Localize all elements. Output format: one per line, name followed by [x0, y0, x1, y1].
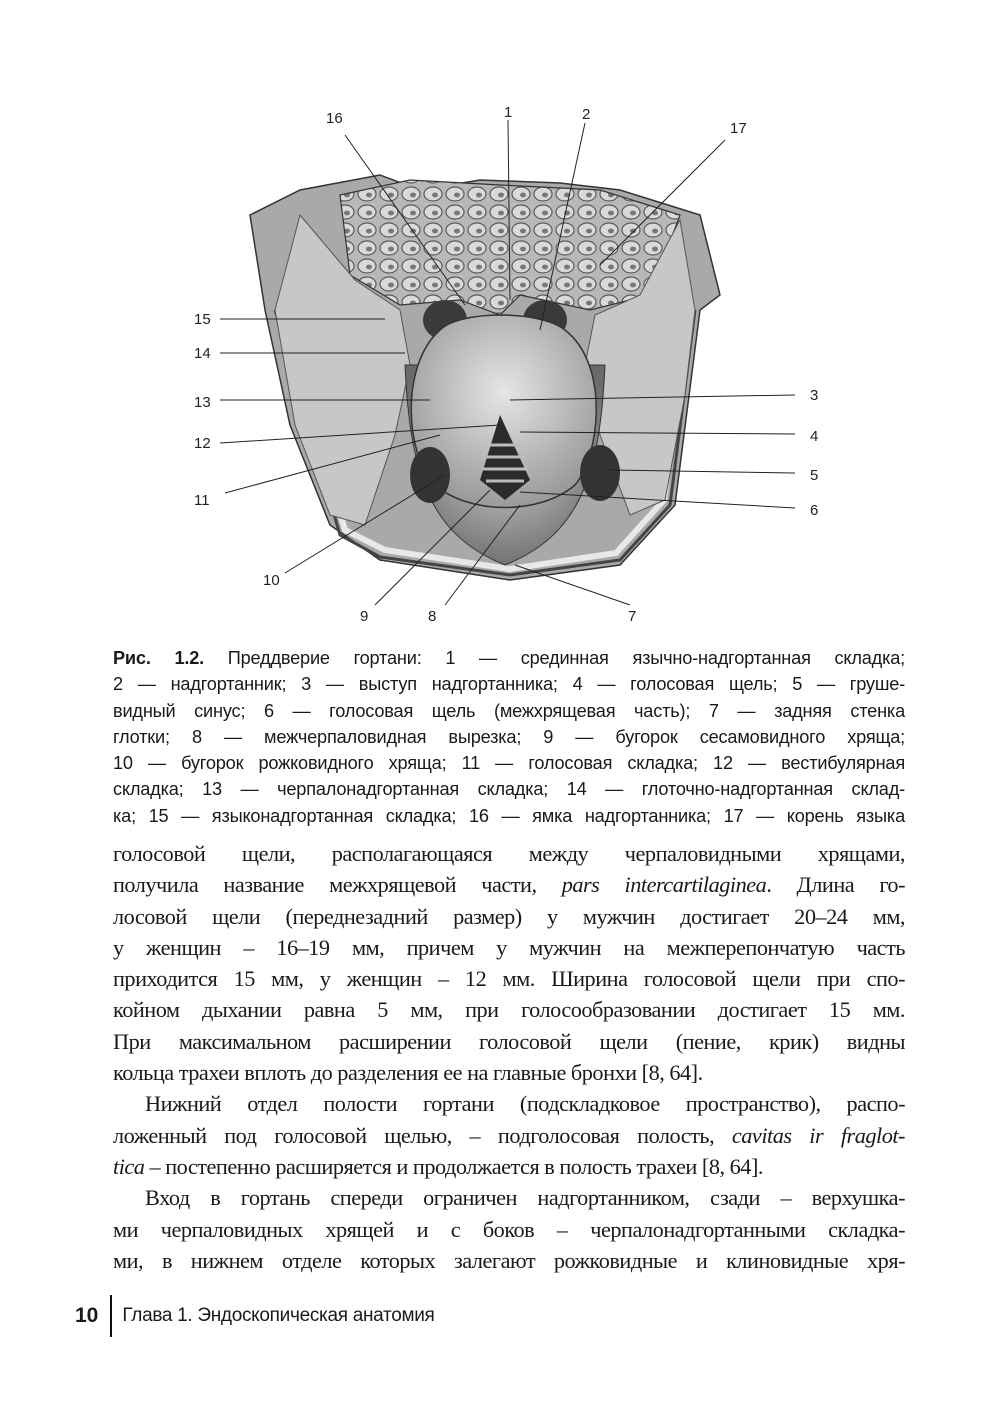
- latin-term: tica: [113, 1153, 145, 1179]
- text-segment: койном дыхании равна 5 мм, при голосообразовании достигает 15 мм.: [113, 997, 905, 1023]
- text-segment: Нижний отдел полости гортани (подскладковое пространство), распо-: [145, 1091, 905, 1117]
- text-line: [113, 932, 905, 963]
- figure-number: Рис. 1.2.: [113, 648, 204, 668]
- figure-label: 8: [428, 608, 437, 625]
- text-line: [113, 1182, 905, 1213]
- text-line: [113, 1245, 905, 1276]
- latin-term: pars intercartilaginea: [561, 872, 767, 898]
- running-chapter-title: Глава 1. Эндоскопическая анатомия: [122, 1305, 435, 1326]
- larynx-vestibule-illustration: [180, 95, 840, 635]
- figure-label: 13: [194, 394, 211, 411]
- figure-label: 15: [194, 311, 211, 328]
- figure-label: 3: [810, 387, 819, 404]
- text-segment: Преддверие гортани: 1 — срединная язычно-надгортанная складка;: [203, 648, 905, 668]
- text-line: [113, 1088, 905, 1119]
- text-segment: голосовой щели, располагающаяся между черпаловидными хрящами,: [113, 841, 905, 866]
- caption-line: [113, 645, 905, 671]
- caption-line: [113, 671, 905, 697]
- text-segment: кольца трахеи вплоть до разделения ее на главные бронхи [8, 64].: [113, 1060, 703, 1086]
- figure-label: 16: [326, 110, 343, 127]
- text-line: [113, 1057, 905, 1088]
- figure-label: 11: [194, 492, 210, 509]
- anatomy-drawing: [180, 95, 840, 635]
- text-line: [113, 1214, 905, 1245]
- text-segment: . Длина го-: [766, 872, 905, 898]
- text-segment: складка; 13 — черпалонадгортанная складка; 14 — глоточно-надгортанная склад-: [113, 779, 905, 800]
- text-line: [113, 869, 905, 900]
- figure-caption: [113, 645, 905, 829]
- caption-line: [113, 698, 905, 724]
- text-segment: получила название межхрящевой части,: [113, 872, 562, 898]
- page-number: 10: [75, 1304, 99, 1327]
- text-segment: ка; 15 — языконадгортанная складка; 16 — ямка надгортанника; 17 — корень языка: [113, 805, 905, 826]
- figure-label: 14: [194, 345, 211, 362]
- text-segment: Вход в гортань спереди ограничен надгортанником, сзади – верхушка-: [145, 1185, 905, 1211]
- text-segment: видный синус; 6 — голосовая щель (межхрящевая часть); 7 — задняя стенка: [113, 700, 905, 721]
- text-segment: При максимальном расширении голосовой щели (пение, крик) видны: [113, 1028, 905, 1054]
- text-line: [113, 1120, 905, 1151]
- text-line: [113, 838, 905, 869]
- figure-label: 9: [360, 608, 369, 625]
- text-segment: ми, в нижнем отделе которых залегают рожковидные и клиновидные хря-: [113, 1247, 905, 1273]
- text-segment: у женщин – 16–19 мм, причем у мужчин на межперепончатую часть: [113, 934, 905, 960]
- figure-label: 7: [628, 608, 637, 625]
- figure-label: 5: [810, 467, 819, 484]
- text-line: [113, 994, 905, 1025]
- text-line: [113, 1151, 905, 1182]
- figure-label: 10: [263, 572, 280, 589]
- text-line: [113, 1026, 905, 1057]
- figure-label: 17: [730, 120, 747, 137]
- text-segment: ложенный под голосовой щелью, – подголосовая полость,: [113, 1122, 732, 1148]
- text-line: [113, 901, 905, 932]
- caption-line: [113, 776, 905, 802]
- text-segment: приходится 15 мм, у женщин – 12 мм. Ширина голосовой щели при спо-: [113, 966, 905, 992]
- text-segment: – постепенно расширяется и продолжается в полость трахеи [8, 64].: [144, 1153, 763, 1179]
- text-segment: лосовой щели (переднезадний размер) у мужчин достигает 20–24 мм,: [113, 903, 905, 929]
- page-footer: [75, 1296, 435, 1336]
- text-segment: 2 — надгортанник; 3 — выступ надгортанника; 4 — голосовая щель; 5 — груше-: [113, 674, 905, 695]
- figure-label: 12: [194, 435, 211, 452]
- text-line: [113, 963, 905, 994]
- text-segment: 10 — бугорок рожковидного хряща; 11 — голосовая складка; 12 — вестибулярная: [113, 753, 905, 774]
- body-text: [113, 838, 905, 1276]
- figure-label: 4: [810, 428, 819, 445]
- figure-label: 6: [810, 502, 819, 519]
- text-segment: ми черпаловидных хрящей и с боков – черпалонадгортанными складка-: [113, 1216, 905, 1242]
- figure-label: 1: [504, 104, 513, 121]
- text-segment: глотки; 8 — межчерпаловидная вырезка; 9 — бугорок сесамовидного хряща;: [113, 726, 905, 747]
- figure-label: 2: [582, 106, 591, 123]
- latin-term: cavitas ir fraglot-: [731, 1122, 905, 1148]
- footer-divider: [110, 1295, 112, 1337]
- caption-line: [113, 750, 905, 776]
- caption-line: [113, 724, 905, 750]
- caption-line: [113, 803, 905, 829]
